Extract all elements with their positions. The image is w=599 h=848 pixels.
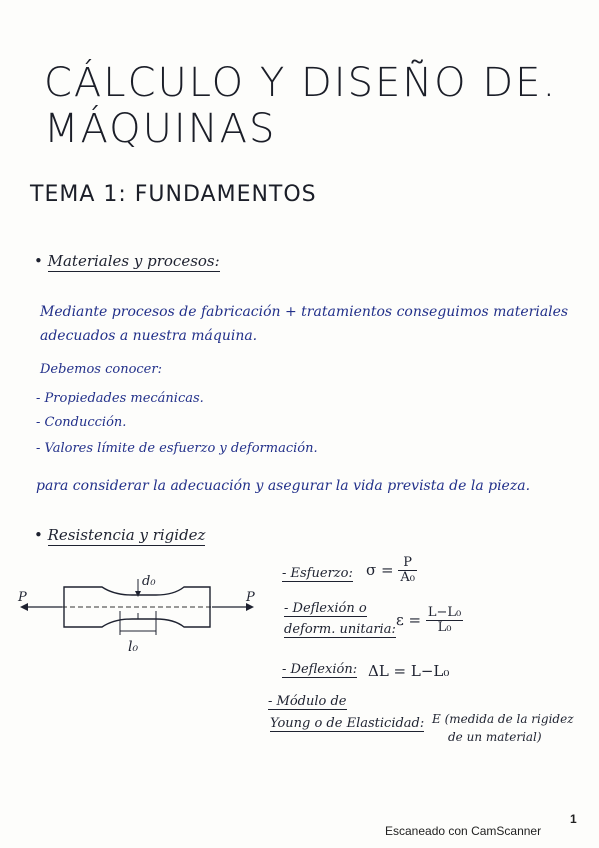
bullet: • <box>34 252 48 270</box>
strain-numerator: L−L₀ <box>427 605 462 620</box>
paragraph-line-1: Mediante procesos de fabricación + tratamientos conseguimos materiales <box>40 304 569 320</box>
modulus-description-line2: de un material) <box>448 730 542 744</box>
bullet: • <box>34 526 48 544</box>
stress-label-text: - Esfuerzo: <box>282 566 353 581</box>
stress-numerator: P <box>398 556 417 571</box>
list-item: - Propiedades mecánicas. <box>36 391 204 406</box>
diameter-arrowhead <box>135 591 141 597</box>
load-label-left: P <box>18 590 27 605</box>
strain-fraction <box>426 606 463 636</box>
topic-heading: TEMA 1: FUNDAMENTOS <box>30 182 317 207</box>
stress-denominator: A₀ <box>400 570 415 586</box>
strain-label-line2-text: deform. unitaria: <box>284 622 396 637</box>
section-materials-heading-text: Materiales y procesos: <box>47 252 220 270</box>
stress-label <box>282 566 353 581</box>
stress-lhs: σ = <box>366 560 394 579</box>
deflection-label <box>282 662 357 677</box>
paragraph-line-2: adecuados a nuestra máquina. <box>40 328 258 344</box>
strain-lhs: ε = <box>396 610 422 629</box>
page-number: 1 <box>570 812 577 826</box>
stress-fraction <box>398 556 417 586</box>
scanner-watermark: Escaneado con CamScanner <box>385 824 542 838</box>
section-resistance-heading <box>34 526 205 544</box>
closing-line: para considerar la adecuación y asegurar la vida prevista de la pieza. <box>36 478 531 494</box>
load-label-right: P <box>246 590 255 605</box>
deflection-equation: ΔL = L−L₀ <box>368 662 450 680</box>
modulus-label-line2-text: Young o de Elasticidad: <box>270 716 425 731</box>
length-label: l₀ <box>128 639 139 655</box>
strain-equation <box>396 606 463 636</box>
strain-label-line1-text: - Deflexión o <box>284 601 367 616</box>
modulus-label-line1-text: - Módulo de <box>268 694 347 709</box>
strain-denominator: L₀ <box>437 620 452 636</box>
page-title: CÁLCULO Y DISEÑO DE. MÁQUINAS <box>44 60 558 152</box>
diameter-label: d₀ <box>142 574 156 589</box>
strain-label-line1 <box>284 601 367 616</box>
stress-equation <box>366 556 417 586</box>
deflection-label-text: - Deflexión: <box>282 662 358 677</box>
list-item: - Valores límite de esfuerzo y deformación. <box>36 441 318 456</box>
list-item: - Conducción. <box>36 415 127 430</box>
modulus-label-line2 <box>270 716 424 731</box>
need-intro: Debemos conocer: <box>40 362 162 377</box>
strain-label-line2 <box>284 622 396 637</box>
section-materials-heading <box>34 252 220 270</box>
modulus-description-line1: E (medida de la rigidez <box>432 712 574 726</box>
tensile-specimen-diagram <box>14 565 264 660</box>
modulus-label-line1 <box>268 694 347 709</box>
section-resistance-heading-text: Resistencia y rigidez <box>47 526 206 544</box>
